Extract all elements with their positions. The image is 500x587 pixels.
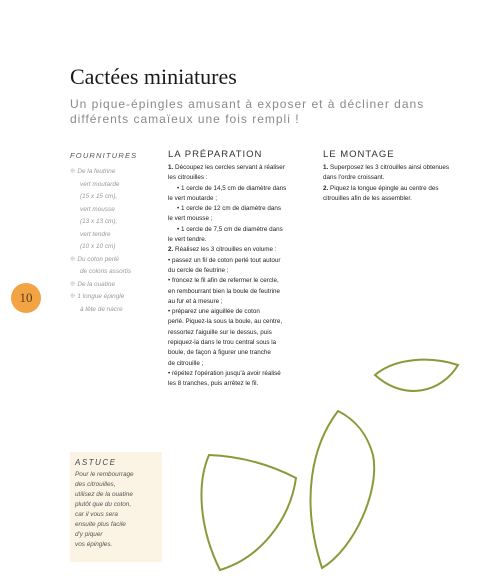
text-line: citrouilles afin de les assembler. (323, 194, 412, 202)
text-line: ressortez l'aiguille sur le dessus, puis (168, 328, 272, 336)
supplies-heading: FOURNITURES (70, 151, 138, 160)
text-line: • passez un fil de coton perlé tout autour (168, 256, 281, 264)
leaf-pattern-large (311, 411, 375, 568)
text-line: le vert tendre. (168, 236, 207, 244)
text-line: Réalisez les 3 citrouilles en volume : (173, 246, 277, 254)
tip-text (75, 470, 157, 550)
preparation-text (168, 163, 315, 390)
bullet-icon: ❊ (70, 293, 76, 300)
bullet-icon: ❊ (70, 280, 76, 288)
text-line: de citrouille ; (168, 359, 204, 367)
step-number: 2. (323, 184, 329, 192)
supply-line: Du coton perlé (77, 255, 119, 263)
supply-line: de coloris assortis (80, 268, 132, 275)
supply-line: (13 x 13 cm), (80, 218, 118, 225)
supply-line: (10 x 10 cm) (80, 243, 116, 250)
tip-line: Pour le rembourrage (75, 471, 134, 478)
supply-line: De la feutrine (77, 168, 116, 175)
text-line: les citrouilles : (168, 174, 208, 182)
text-line: boule, de façon à figurer une tranche (168, 349, 271, 357)
supplies-section (70, 151, 165, 316)
preparation-section (168, 149, 315, 390)
supply-line: vert mousse (80, 205, 115, 213)
tip-line: car il vous sera (75, 511, 118, 518)
bullet-icon: ❊ (70, 168, 76, 175)
supply-line: à tête de nacre (80, 305, 123, 313)
tip-heading: ASTUCE (75, 458, 117, 467)
tip-line: utilisez de la ouatine (75, 491, 133, 498)
page-number-badge: 10 (11, 283, 41, 313)
text-line: • froncez le fil afin de refermer le cercle, (168, 277, 279, 285)
text-line: • 1 cercle de 12 cm de diamètre dans (177, 205, 282, 213)
montage-section (323, 149, 453, 204)
text-line: le vert moutarde ; (168, 194, 217, 202)
leaf-pattern-medium (201, 455, 296, 570)
page-title: Cactées miniatures (70, 64, 237, 89)
text-line: dans l'ordre croissant. (323, 174, 385, 182)
step-number: 2. (168, 246, 174, 254)
text-line: le vert mousse ; (168, 215, 213, 223)
text-line: • répétez l'opération jusqu'à avoir réalisé (168, 369, 281, 377)
tip-line: ensuite plus facile (75, 521, 126, 528)
tip-line: des citrouilles, (75, 481, 116, 488)
step-number: 1. (323, 164, 329, 171)
text-line: Superposez les 3 citrouilles ainsi obtenues (328, 164, 450, 171)
montage-heading: LE MONTAGE (323, 149, 395, 160)
supply-line: (15 x 15 cm), (80, 193, 118, 200)
bullet-icon: ❊ (70, 255, 76, 263)
step-number: 1. (168, 164, 174, 171)
tip-line: d'y piquer (75, 531, 103, 538)
tip-line: plutôt que du coton, (75, 501, 132, 508)
supply-line: 1 longue épingle (77, 293, 125, 300)
text-line: perlé. Piquez-la sous la boule, au centre, (168, 318, 283, 326)
page-subtitle: Un pique-épingles amusant à exposer et à décliner dans différents camaïeux une fois rempli ! (70, 97, 425, 126)
text-line: au fur et à mesure ; (168, 297, 223, 305)
preparation-heading: LA PRÉPARATION (168, 149, 263, 160)
supplies-list (70, 166, 165, 316)
montage-text (323, 163, 453, 204)
text-line: • 1 cercle de 14,5 cm de diamètre dans (177, 184, 287, 192)
text-line: • préparez une aiguillée de coton (168, 308, 260, 316)
supply-line: De la ouatine (77, 280, 116, 288)
supply-line: vert moutarde (80, 180, 120, 188)
text-line: • 1 cercle de 7,5 cm de diamètre dans (177, 225, 283, 233)
text-line: du cercle de feutrine ; (168, 266, 229, 274)
text-line: Découpez les cercles servant à réaliser (173, 164, 285, 171)
text-line: en rembourrant bien la boule de feutrine (168, 287, 281, 295)
tip-line: vos épingles. (75, 541, 113, 548)
text-line: Piquez la longue épingle au centre des (328, 184, 439, 192)
supply-line: vert tendre (80, 230, 111, 238)
leaf-pattern-small (375, 360, 458, 391)
text-line: repiquez-la dans le trou central sous la (168, 339, 277, 347)
text-line: les 8 tranches, puis arrêtez le fil. (168, 380, 259, 388)
tip-box (70, 452, 162, 562)
